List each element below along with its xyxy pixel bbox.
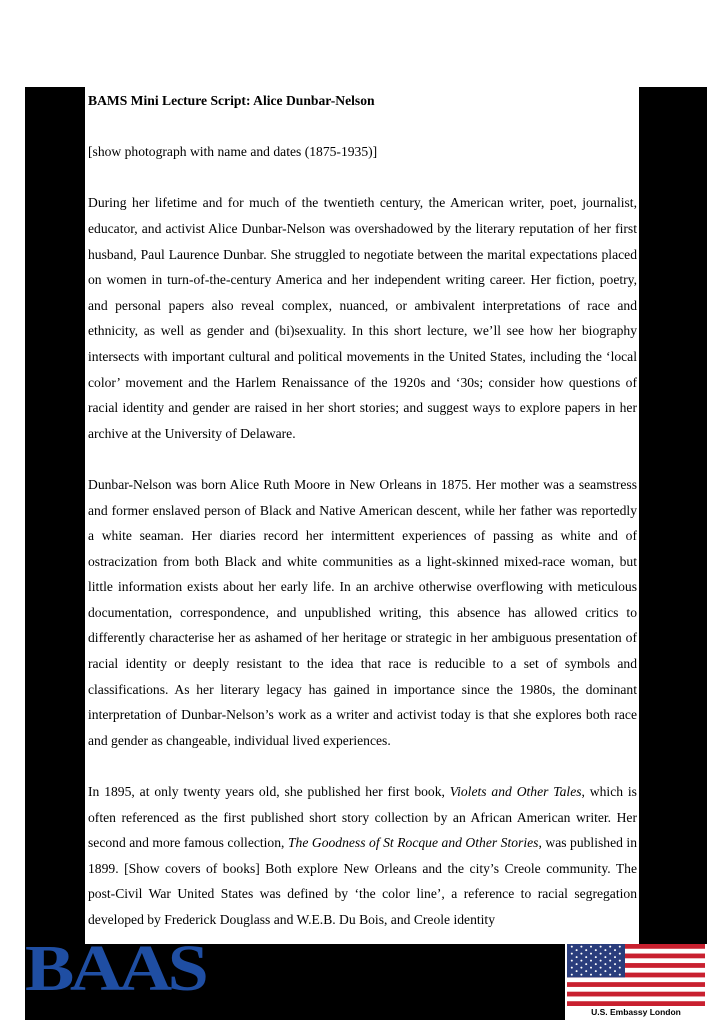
paragraph-3-part-2: , which is often referenced as the first published short story collection by an African American writer. Her second and more famous collection, <box>88 784 637 851</box>
flag-star <box>619 953 621 955</box>
paragraph-3 <box>88 779 637 933</box>
stage-direction: [show photograph with name and dates (1875-1935)] <box>88 144 378 160</box>
flag-star <box>580 967 582 969</box>
document-title: BAMS Mini Lecture Script: Alice Dunbar-Nelson <box>88 93 375 108</box>
flag-star <box>604 963 606 965</box>
flag-star <box>585 956 587 958</box>
flag-star <box>609 946 611 948</box>
flag-stripe <box>567 987 705 992</box>
flag-star <box>571 967 573 969</box>
flag-star <box>576 963 578 965</box>
flag-star <box>619 974 621 976</box>
flag-star <box>619 967 621 969</box>
embassy-logo <box>565 944 707 1020</box>
flag-star <box>580 953 582 955</box>
flag-canton <box>567 944 625 977</box>
flag-star <box>585 949 587 951</box>
flag-star <box>595 970 597 972</box>
book-title-violets: Violets and Other Tales <box>449 784 582 800</box>
paragraph-3-part-3: , was published in 1899. [Show covers of books] Both explore New Orleans and the city’s Creole community. The post-Civil War United States was defined by ‘the color line’, a reference to racial segregation developed by Frederick Douglass and W.E.B. Du Bois, and Creole identity <box>88 835 638 927</box>
flag-star <box>595 956 597 958</box>
flag-star <box>595 963 597 965</box>
paragraph-1: During her lifetime and for much of the twentieth century, the American writer, poet, journalist, educator, and activist Alice Dunbar-Nelson was overshadowed by the literary reputation of her first husband, Paul Laurence Dunbar. She struggled to negotiate between the marital expectations placed on women in turn-of-the-century America and her independent writing career. Her fiction, poetry, and personal papers also reveal complex, nuanced, or ambivalent interpretations of race and ethnicity, as well as gender and (bi)sexuality. In this short lecture, we’ll see how her biography intersects with important cultural and political movements in the United States, including the ‘local color’ movement and the Harlem Renaissance of the 1920s and ‘30s; consider how questions of racial identity and gender are raised in her short stories; and suggest ways to explore papers in her archive at the University of Delaware. <box>88 195 637 441</box>
flag-star <box>609 967 611 969</box>
left-black-border <box>25 87 85 1020</box>
flag-star <box>585 963 587 965</box>
right-black-border <box>639 87 707 945</box>
flag-stripe <box>567 992 705 997</box>
flag-star <box>614 949 616 951</box>
flag-star <box>576 970 578 972</box>
flag-star <box>600 974 602 976</box>
flag-star <box>590 946 592 948</box>
flag-star <box>571 953 573 955</box>
embassy-label: U.S. Embassy London <box>591 1007 681 1017</box>
flag-star <box>590 960 592 962</box>
flag-star <box>571 974 573 976</box>
flag-star <box>590 974 592 976</box>
flag-stripe <box>567 996 705 1001</box>
flag-star <box>571 946 573 948</box>
flag-star <box>600 960 602 962</box>
baas-logo-text: BAAS <box>25 932 205 1005</box>
flag-star <box>609 953 611 955</box>
baas-logo <box>25 932 205 1020</box>
flag-star <box>585 970 587 972</box>
flag-star <box>609 974 611 976</box>
lecture-script-body <box>88 88 637 940</box>
flag-star <box>590 967 592 969</box>
flag-star <box>580 946 582 948</box>
flag-stripe <box>567 977 705 982</box>
flag-star <box>576 949 578 951</box>
flag-star <box>600 946 602 948</box>
flag-star <box>600 967 602 969</box>
paragraph-3-part-1: In 1895, at only twenty years old, she published her first book, <box>88 784 450 800</box>
flag-star <box>595 949 597 951</box>
flag-star <box>614 963 616 965</box>
flag-star <box>609 960 611 962</box>
flag-stripe <box>567 1001 705 1006</box>
paragraph-2: Dunbar-Nelson was born Alice Ruth Moore in New Orleans in 1875. Her mother was a seamstress and former enslaved person of Black and Native American descent, while her father was reportedly a white seaman. Her diaries record her intermittent experiences of passing as white and of ostracization from both Black and white communities as a light-skinned mixed-race woman, but little information exists about her early life. In an archive otherwise overflowing with meticulous documentation, correspondence, and unpublished writing, this absence has allowed critics to differently characterise her as ashamed of her heritage or strategic in her ambiguous presentation of racial identity or deeply resistant to the idea that race is reducible to a set of symbols and classifications. As her literary legacy has gained in importance since the 1980s, the dominant interpretation of Dunbar-Nelson’s work as a writer and activist today is that she explores both race and gender as changeable, individual lived experiences. <box>88 476 637 748</box>
flag-star <box>604 956 606 958</box>
flag-star <box>614 970 616 972</box>
flag-star <box>619 946 621 948</box>
flag-star <box>604 970 606 972</box>
flag-star <box>580 960 582 962</box>
flag-star <box>604 949 606 951</box>
flag-star <box>576 956 578 958</box>
flag-star <box>600 953 602 955</box>
flag-star <box>580 974 582 976</box>
book-title-goodness: The Goodness of St Rocque and Other Stories <box>287 835 539 851</box>
flag-star <box>619 960 621 962</box>
flag-stripe <box>567 982 705 987</box>
us-flag-icon <box>567 944 705 1006</box>
flag-star <box>590 953 592 955</box>
flag-star <box>614 956 616 958</box>
flag-star <box>571 960 573 962</box>
